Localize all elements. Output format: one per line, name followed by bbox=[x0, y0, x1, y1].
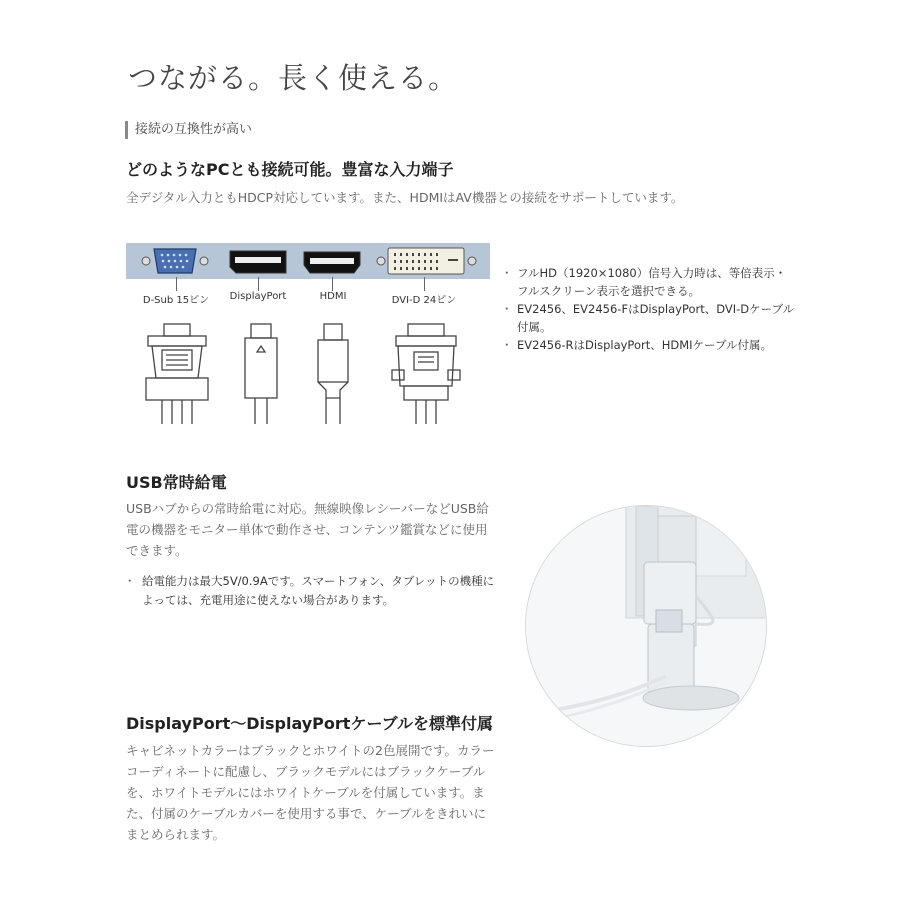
d-sub-15pin-port-icon bbox=[142, 249, 208, 273]
monitor-stand-illustration bbox=[526, 506, 766, 746]
port-label-hdmi: HDMI bbox=[319, 291, 347, 302]
connect-intro: 全デジタル入力ともHDCP対応しています。また、HDMIはAV機器との接続をサポートしています。 bbox=[126, 190, 684, 205]
leader-line bbox=[176, 277, 177, 291]
list-item: ・ EV2456-RはDisplayPort、HDMIケーブル付属。 bbox=[505, 336, 795, 354]
cable-body: キャビネットカラーはブラックとホワイトの2色展開です。カラーコーディネートに配慮し、ブラックモデルにはブラックケーブルを、ホワイトモデルにはホワイトケーブルを付属しています。また、付属のケーブルカバーを使用する事で、ケーブルをきれいにまとめられます。 bbox=[126, 743, 495, 842]
dvi-cable-icon bbox=[392, 324, 460, 424]
port-label-dsub: D-Sub 15ピン bbox=[142, 295, 210, 306]
page-title: つながる。長く使える。 bbox=[128, 61, 459, 95]
usb-note: ・ 給電能力は最大5V/0.9Aです。スマートフォン、タブレットの機種によっては、充電用途に使えない場合があります。 bbox=[126, 572, 502, 610]
hdmi-cable-icon bbox=[318, 324, 348, 424]
d-sub-cable-icon bbox=[146, 324, 208, 424]
dvi-d-24pin-port-icon bbox=[377, 248, 476, 274]
connect-notes bbox=[505, 264, 795, 354]
section-label: 接続の互換性が高い bbox=[125, 121, 252, 139]
leader-line bbox=[332, 277, 333, 291]
port-label-displayport: DisplayPort bbox=[229, 291, 287, 302]
list-item: ・ EV2456、EV2456-FはDisplayPort、DVI-Dケーブル付属。 bbox=[505, 300, 795, 336]
leader-line bbox=[424, 277, 425, 291]
usb-body: USBハブからの常時給電に対応。無線映像レシーバーなどUSB給電の機器をモニター単体で動作させ、コンテンツ鑑賞などに使用できます。 bbox=[126, 501, 489, 558]
usb-heading: USB常時給電 bbox=[126, 473, 227, 492]
port-label-dvi: DVI-D 24ピン bbox=[391, 295, 457, 306]
cable-heading: DisplayPort〜DisplayPortケーブルを標準付属 bbox=[126, 714, 493, 733]
hdmi-port-icon bbox=[304, 252, 360, 273]
monitor-stand-photo bbox=[525, 505, 767, 747]
connect-heading: どのようなPCとも接続可能。豊富な入力端子 bbox=[126, 160, 454, 179]
displayport-port-icon bbox=[230, 251, 286, 273]
ports-illustration bbox=[126, 243, 490, 279]
displayport-cable-icon bbox=[245, 324, 277, 424]
cable-connector-drawings bbox=[126, 318, 490, 430]
leader-line bbox=[258, 277, 259, 291]
list-item: ・ フルHD（1920×1080）信号入力時は、等倍表示・フルスクリーン表示を選択できる。 bbox=[505, 264, 795, 300]
ports-panel bbox=[126, 243, 490, 279]
